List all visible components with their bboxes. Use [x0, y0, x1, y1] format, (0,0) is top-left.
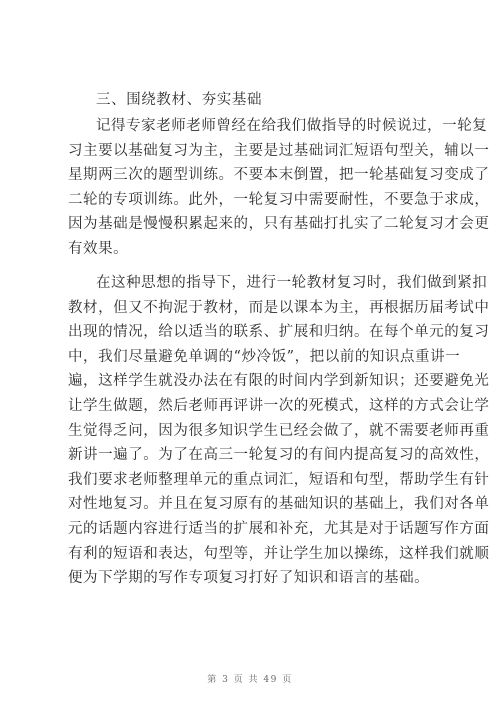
paragraph-line: 出现的情况，给以适当的联系、扩展和归纳。在每个单元的复习 — [68, 324, 490, 341]
section-heading: 三、围绕教材、夯实基础 — [96, 92, 263, 108]
paragraph-line: 因为基础是慢慢积累起来的，只有基础打扎实了二轮复习才会更 — [68, 216, 490, 233]
paragraph-line: 教材，但又不拘泥于教材，而是以课本为主，再根据历届考试中 — [68, 299, 490, 316]
paragraph-line: 星期两三次的题型训练。不要本末倒置，把一轮基础复习变成了 — [68, 167, 490, 184]
paragraph-line: 便为下学期的写作专项复习打好了知识和语言的基础。 — [68, 570, 430, 587]
paragraph-line: 记得专家老师老师曾经在给我们做指导的时候说过，一轮复 — [96, 118, 488, 134]
paragraph-line: 我们要求老师整理单元的重点词汇，短语和句型，帮助学生有针 — [68, 471, 490, 488]
paragraph-line: 让学生做题，然后老师再评讲一次的死模式，这样的方式会让学 — [68, 397, 490, 414]
paragraph-line: 对性地复习。并且在复习原有的基础知识的基础上，我们对各单 — [68, 496, 490, 513]
paragraph-line: 元的话题内容进行适当的扩展和补充，尤其是对于话题写作方面 — [68, 520, 490, 537]
paragraph-line: 习主要以基础复习为主，主要是过基础词汇短语句型关，辅以一 — [68, 142, 490, 159]
paragraph-line: 在这种思想的指导下，进行一轮教材复习时，我们做到紧扣 — [96, 275, 488, 291]
paragraph-line: 中，我们尽量避免单调的“炒冷饭”，把以前的知识点重讲一 — [68, 348, 461, 365]
paragraph-2 — [68, 271, 490, 591]
paragraph-1 — [68, 114, 490, 262]
paragraph-line: 生觉得乏问，因为很多知识学生已经会做了，就不需要老师再重 — [68, 422, 490, 439]
paragraph-line: 有利的短语和表达，句型等，并让学生加以操练，这样我们就顺 — [68, 545, 490, 562]
page-number-footer: 第 3 页 共 49 页 — [207, 675, 293, 685]
paragraph-line: 遍，这样学生就没办法在有限的时间内学到新知识；还要避免光 — [68, 373, 490, 390]
paragraph-line: 有效果。 — [68, 240, 129, 257]
paragraph-line: 新讲一遍了。为了在高三一轮复习的有间内提高复习的高效性， — [68, 447, 490, 464]
paragraph-line: 二轮的专项训练。此外，一轮复习中需要耐性，不要急于求成， — [68, 191, 490, 208]
